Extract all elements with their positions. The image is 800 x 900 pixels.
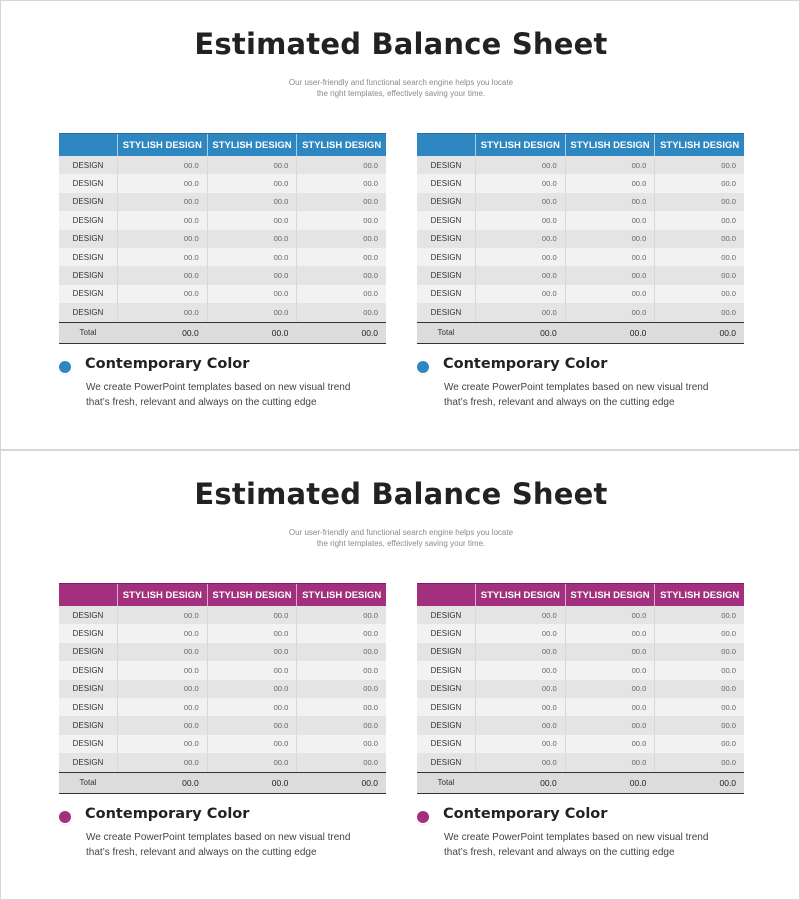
header-corner-cell <box>59 584 117 606</box>
row-value: 00.0 <box>117 661 207 679</box>
slide-subtitle <box>1 527 800 549</box>
table-row <box>59 193 386 211</box>
row-value: 00.0 <box>654 193 744 211</box>
bullet-dot-icon <box>59 361 71 373</box>
row-value: 00.0 <box>654 753 744 771</box>
row-value: 00.0 <box>117 211 207 229</box>
row-value: 00.0 <box>117 248 207 266</box>
column-header: STYLISH DESIGN <box>565 584 655 606</box>
row-label: DESIGN <box>72 629 104 639</box>
balance-table <box>417 133 744 344</box>
table-row <box>417 716 744 734</box>
row-value: 00.0 <box>296 680 386 698</box>
column-header: STYLISH DESIGN <box>475 134 565 156</box>
row-label: DESIGN <box>430 739 462 749</box>
description-line: that’s fresh, relevant and always on the cutting edge <box>444 847 675 858</box>
row-value: 00.0 <box>117 174 207 192</box>
row-value: 00.0 <box>475 753 565 771</box>
table-row <box>417 661 744 679</box>
row-label: DESIGN <box>430 234 462 244</box>
row-value: 00.0 <box>565 174 655 192</box>
table-row <box>59 680 386 698</box>
total-value: 00.0 <box>271 777 289 788</box>
row-value: 00.0 <box>117 698 207 716</box>
row-value: 00.0 <box>296 285 386 303</box>
row-value: 00.0 <box>296 624 386 642</box>
row-label: DESIGN <box>72 215 104 225</box>
description-line: that’s fresh, relevant and always on the cutting edge <box>86 847 317 858</box>
row-value: 00.0 <box>654 661 744 679</box>
row-value: 00.0 <box>475 303 565 321</box>
column-header: STYLISH DESIGN <box>207 584 297 606</box>
table-header <box>417 133 744 156</box>
table-row <box>417 680 744 698</box>
row-label: DESIGN <box>72 647 104 657</box>
row-label: DESIGN <box>72 160 104 170</box>
feature-description <box>444 830 744 860</box>
table-row <box>59 624 386 642</box>
column-header: STYLISH DESIGN <box>654 134 744 156</box>
table-row <box>417 643 744 661</box>
table-row <box>59 211 386 229</box>
row-label: DESIGN <box>430 629 462 639</box>
row-value: 00.0 <box>475 266 565 284</box>
row-label: DESIGN <box>72 271 104 281</box>
header-corner-cell <box>417 584 475 606</box>
total-value: 00.0 <box>361 777 379 788</box>
header-corner-cell <box>417 134 475 156</box>
row-value: 00.0 <box>654 606 744 624</box>
total-value: 00.0 <box>540 777 557 788</box>
row-label: DESIGN <box>72 665 104 675</box>
row-value: 00.0 <box>296 661 386 679</box>
row-value: 00.0 <box>296 698 386 716</box>
balance-table <box>59 133 386 344</box>
row-label: DESIGN <box>430 721 462 731</box>
row-label: DESIGN <box>430 289 462 299</box>
feature-title: Contemporary Color <box>85 806 250 822</box>
table-row <box>417 193 744 211</box>
total-row <box>59 322 386 343</box>
row-value: 00.0 <box>565 716 655 734</box>
subtitle-line: the right templates, effectively saving your time. <box>316 89 486 98</box>
row-value: 00.0 <box>654 285 744 303</box>
table-row <box>59 248 386 266</box>
column-header: STYLISH DESIGN <box>117 584 207 606</box>
row-value: 00.0 <box>565 285 655 303</box>
row-value: 00.0 <box>475 174 565 192</box>
table-row <box>417 698 744 716</box>
table-row <box>417 303 744 321</box>
table-header <box>59 583 386 606</box>
row-value: 00.0 <box>117 680 207 698</box>
row-label: DESIGN <box>430 757 462 767</box>
row-value: 00.0 <box>565 193 655 211</box>
row-label: DESIGN <box>72 684 104 694</box>
table-header <box>417 583 744 606</box>
row-value: 00.0 <box>654 624 744 642</box>
row-value: 00.0 <box>207 716 297 734</box>
row-value: 00.0 <box>475 643 565 661</box>
row-value: 00.0 <box>475 680 565 698</box>
table-row <box>59 698 386 716</box>
row-value: 00.0 <box>296 174 386 192</box>
row-value: 00.0 <box>654 698 744 716</box>
row-value: 00.0 <box>207 193 297 211</box>
total-label: Total <box>79 328 97 338</box>
table-body <box>417 156 744 322</box>
feature-description <box>444 380 744 410</box>
row-value: 00.0 <box>117 753 207 771</box>
row-label: DESIGN <box>430 160 462 170</box>
row-value: 00.0 <box>207 156 297 174</box>
row-value: 00.0 <box>207 680 297 698</box>
row-value: 00.0 <box>207 698 297 716</box>
total-row <box>59 772 386 793</box>
row-value: 00.0 <box>296 156 386 174</box>
total-value: 00.0 <box>719 777 737 788</box>
description-line: that’s fresh, relevant and always on the cutting edge <box>444 397 675 408</box>
row-value: 00.0 <box>475 156 565 174</box>
feature-title: Contemporary Color <box>443 806 608 822</box>
table-row <box>59 230 386 248</box>
feature-description <box>86 830 386 860</box>
row-value: 00.0 <box>117 156 207 174</box>
table-row <box>417 735 744 753</box>
subtitle-line: Our user-friendly and functional search engine helps you locate <box>288 528 514 537</box>
header-corner-cell <box>59 134 117 156</box>
row-value: 00.0 <box>654 643 744 661</box>
slide-title: Estimated Balance Sheet <box>194 27 608 61</box>
row-value: 00.0 <box>475 716 565 734</box>
table-row <box>417 248 744 266</box>
row-value: 00.0 <box>117 303 207 321</box>
row-value: 00.0 <box>207 211 297 229</box>
table-row <box>59 606 386 624</box>
table-body <box>59 156 386 322</box>
table-row <box>417 174 744 192</box>
row-value: 00.0 <box>207 285 297 303</box>
row-label: DESIGN <box>72 234 104 244</box>
balance-table <box>59 583 386 794</box>
row-value: 00.0 <box>654 266 744 284</box>
row-value: 00.0 <box>654 716 744 734</box>
row-value: 00.0 <box>475 624 565 642</box>
row-value: 00.0 <box>475 606 565 624</box>
slide-magenta <box>0 450 800 900</box>
row-value: 00.0 <box>117 643 207 661</box>
column-header: STYLISH DESIGN <box>117 134 207 156</box>
row-label: DESIGN <box>72 702 104 712</box>
balance-table <box>417 583 744 794</box>
row-value: 00.0 <box>654 680 744 698</box>
row-value: 00.0 <box>654 174 744 192</box>
row-value: 00.0 <box>565 156 655 174</box>
row-value: 00.0 <box>117 193 207 211</box>
row-value: 00.0 <box>475 211 565 229</box>
row-value: 00.0 <box>296 303 386 321</box>
row-value: 00.0 <box>475 248 565 266</box>
row-value: 00.0 <box>654 156 744 174</box>
row-value: 00.0 <box>207 624 297 642</box>
description-line: that’s fresh, relevant and always on the cutting edge <box>86 397 317 408</box>
total-label: Total <box>437 328 455 338</box>
row-value: 00.0 <box>475 661 565 679</box>
row-value: 00.0 <box>117 735 207 753</box>
table-row <box>417 753 744 771</box>
total-value: 00.0 <box>361 327 379 338</box>
row-label: DESIGN <box>430 665 462 675</box>
table-row <box>59 285 386 303</box>
row-value: 00.0 <box>296 193 386 211</box>
row-label: DESIGN <box>72 289 104 299</box>
row-value: 00.0 <box>565 606 655 624</box>
row-label: DESIGN <box>72 739 104 749</box>
column-header: STYLISH DESIGN <box>475 584 565 606</box>
row-value: 00.0 <box>117 624 207 642</box>
total-value: 00.0 <box>182 777 199 788</box>
row-value: 00.0 <box>117 716 207 734</box>
row-value: 00.0 <box>654 735 744 753</box>
row-value: 00.0 <box>117 285 207 303</box>
total-label: Total <box>437 778 455 788</box>
row-value: 00.0 <box>475 193 565 211</box>
table-row <box>59 156 386 174</box>
row-label: DESIGN <box>430 271 462 281</box>
row-value: 00.0 <box>207 266 297 284</box>
row-value: 00.0 <box>207 643 297 661</box>
total-label: Total <box>79 778 97 788</box>
row-label: DESIGN <box>430 215 462 225</box>
table-row <box>417 230 744 248</box>
bullet-dot-icon <box>417 811 429 823</box>
row-value: 00.0 <box>475 735 565 753</box>
row-value: 00.0 <box>565 735 655 753</box>
column-header: STYLISH DESIGN <box>296 584 386 606</box>
bullet-dot-icon <box>59 811 71 823</box>
description-line: We create PowerPoint templates based on new visual trend <box>444 832 709 843</box>
row-value: 00.0 <box>475 230 565 248</box>
row-value: 00.0 <box>565 230 655 248</box>
description-line: We create PowerPoint templates based on new visual trend <box>444 382 709 393</box>
row-value: 00.0 <box>654 248 744 266</box>
feature-title: Contemporary Color <box>85 356 250 372</box>
table-row <box>417 606 744 624</box>
row-value: 00.0 <box>654 211 744 229</box>
table-row <box>417 211 744 229</box>
row-value: 00.0 <box>207 174 297 192</box>
row-label: DESIGN <box>72 721 104 731</box>
row-label: DESIGN <box>72 252 104 262</box>
row-value: 00.0 <box>654 303 744 321</box>
table-row <box>417 285 744 303</box>
row-label: DESIGN <box>430 610 462 620</box>
subtitle-line: the right templates, effectively saving your time. <box>316 539 486 548</box>
subtitle-line: Our user-friendly and functional search engine helps you locate <box>288 78 514 87</box>
total-value: 00.0 <box>540 327 557 338</box>
row-value: 00.0 <box>565 303 655 321</box>
row-value: 00.0 <box>654 230 744 248</box>
row-value: 00.0 <box>296 248 386 266</box>
description-line: We create PowerPoint templates based on new visual trend <box>86 832 351 843</box>
description-line: We create PowerPoint templates based on new visual trend <box>86 382 351 393</box>
column-header: STYLISH DESIGN <box>207 134 297 156</box>
row-value: 00.0 <box>565 266 655 284</box>
row-value: 00.0 <box>296 643 386 661</box>
row-value: 00.0 <box>296 266 386 284</box>
row-value: 00.0 <box>296 753 386 771</box>
row-value: 00.0 <box>565 698 655 716</box>
total-value: 00.0 <box>629 327 647 338</box>
table-body <box>59 606 386 772</box>
row-value: 00.0 <box>475 698 565 716</box>
row-value: 00.0 <box>565 624 655 642</box>
row-value: 00.0 <box>117 230 207 248</box>
table-row <box>59 735 386 753</box>
total-value: 00.0 <box>719 327 737 338</box>
row-label: DESIGN <box>72 307 104 317</box>
total-value: 00.0 <box>182 327 199 338</box>
row-label: DESIGN <box>430 252 462 262</box>
row-value: 00.0 <box>207 753 297 771</box>
row-value: 00.0 <box>117 266 207 284</box>
slide-subtitle <box>1 77 800 99</box>
feature-title: Contemporary Color <box>443 356 608 372</box>
table-row <box>59 303 386 321</box>
table-row <box>59 753 386 771</box>
row-label: DESIGN <box>430 179 462 189</box>
table-row <box>59 174 386 192</box>
row-label: DESIGN <box>430 647 462 657</box>
row-label: DESIGN <box>430 684 462 694</box>
row-value: 00.0 <box>296 606 386 624</box>
table-header <box>59 133 386 156</box>
row-value: 00.0 <box>207 661 297 679</box>
row-value: 00.0 <box>565 643 655 661</box>
table-row <box>417 624 744 642</box>
row-value: 00.0 <box>207 606 297 624</box>
table-row <box>59 266 386 284</box>
row-label: DESIGN <box>72 197 104 207</box>
total-value: 00.0 <box>271 327 289 338</box>
row-value: 00.0 <box>207 735 297 753</box>
row-label: DESIGN <box>72 610 104 620</box>
table-row <box>59 661 386 679</box>
row-value: 00.0 <box>296 230 386 248</box>
row-value: 00.0 <box>117 606 207 624</box>
total-row <box>417 322 744 343</box>
row-value: 00.0 <box>207 230 297 248</box>
row-value: 00.0 <box>207 303 297 321</box>
row-value: 00.0 <box>296 735 386 753</box>
row-label: DESIGN <box>430 197 462 207</box>
row-value: 00.0 <box>565 753 655 771</box>
row-label: DESIGN <box>430 702 462 712</box>
row-value: 00.0 <box>296 211 386 229</box>
row-value: 00.0 <box>565 680 655 698</box>
column-header: STYLISH DESIGN <box>654 584 744 606</box>
table-row <box>59 643 386 661</box>
column-header: STYLISH DESIGN <box>565 134 655 156</box>
slide-title: Estimated Balance Sheet <box>194 477 608 511</box>
bullet-dot-icon <box>417 361 429 373</box>
column-header: STYLISH DESIGN <box>296 134 386 156</box>
total-value: 00.0 <box>629 777 647 788</box>
total-row <box>417 772 744 793</box>
table-row <box>59 716 386 734</box>
table-row <box>417 266 744 284</box>
row-value: 00.0 <box>565 211 655 229</box>
row-label: DESIGN <box>430 307 462 317</box>
row-value: 00.0 <box>565 248 655 266</box>
row-label: DESIGN <box>72 179 104 189</box>
row-value: 00.0 <box>296 716 386 734</box>
table-row <box>417 156 744 174</box>
row-value: 00.0 <box>565 661 655 679</box>
feature-description <box>86 380 386 410</box>
table-body <box>417 606 744 772</box>
row-label: DESIGN <box>72 757 104 767</box>
row-value: 00.0 <box>475 285 565 303</box>
row-value: 00.0 <box>207 248 297 266</box>
